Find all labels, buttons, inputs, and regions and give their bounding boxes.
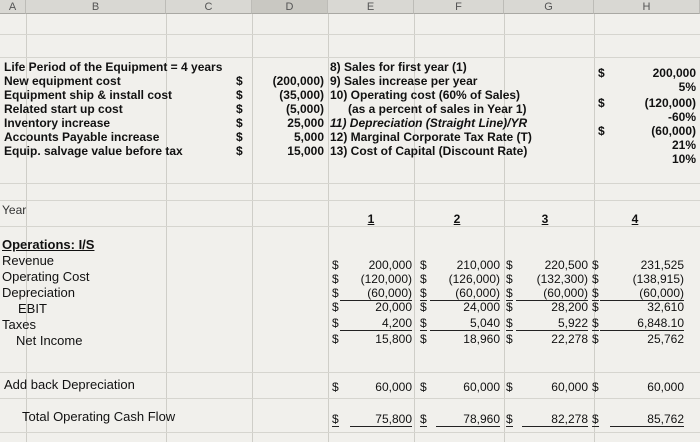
dollar-sign: $ bbox=[332, 272, 339, 286]
input-label: 13) Cost of Capital (Discount Rate) bbox=[330, 144, 528, 158]
cell-value: 85,762 bbox=[610, 412, 684, 427]
input-label: Life Period of the Equipment = 4 years bbox=[4, 60, 223, 74]
input-label: 11) Depreciation (Straight Line)/YR bbox=[330, 116, 528, 130]
cell-value: (138,915) bbox=[632, 272, 684, 286]
cell-value: 60,000 bbox=[647, 380, 684, 394]
dollar-sign: $ bbox=[420, 332, 427, 346]
input-value: 21% bbox=[671, 138, 696, 152]
input-label: New equipment cost bbox=[4, 74, 121, 88]
cell-value: (126,000) bbox=[448, 272, 500, 286]
dollar-sign: $ bbox=[506, 332, 513, 346]
cell-value: 18,960 bbox=[463, 332, 500, 346]
input-label: Equip. salvage value before tax bbox=[4, 144, 183, 158]
row-label-revenue: Revenue bbox=[2, 253, 55, 268]
cell-value: 6,848.10 bbox=[600, 316, 684, 331]
input-value: 10% bbox=[671, 152, 696, 166]
column-header-c[interactable]: C bbox=[166, 0, 252, 14]
input-dollar: $ bbox=[236, 144, 243, 158]
dollar-sign: $ bbox=[506, 412, 513, 426]
column-header-a[interactable]: A bbox=[0, 0, 26, 14]
dollar-sign: $ bbox=[420, 412, 427, 426]
dollar-sign: $ bbox=[592, 286, 599, 300]
dollar-sign: $ bbox=[332, 412, 339, 426]
dollar-sign: $ bbox=[592, 300, 599, 314]
cell-value: (132,300) bbox=[536, 272, 588, 286]
cell-value: 231,525 bbox=[640, 258, 684, 272]
row-label-total-operating-cash-flow: Total Operating Cash Flow bbox=[22, 409, 176, 424]
cell-value: 220,500 bbox=[544, 258, 588, 272]
cell-value: 200,000 bbox=[368, 258, 412, 272]
row-label-add-back-depreciation: Add back Depreciation bbox=[4, 377, 135, 392]
dollar-sign: $ bbox=[592, 332, 599, 346]
input-value: -60% bbox=[667, 110, 696, 124]
dollar-sign: $ bbox=[506, 272, 513, 286]
dollar-sign: $ bbox=[420, 258, 427, 272]
cell-value: 28,200 bbox=[551, 300, 588, 314]
input-dollar: $ bbox=[236, 74, 243, 88]
cell-value: 5,922 bbox=[516, 316, 588, 331]
cell-value: 4,200 bbox=[340, 316, 412, 331]
dollar-sign: $ bbox=[592, 272, 599, 286]
cell-value: 82,278 bbox=[522, 412, 588, 427]
cell-value: (60,000) bbox=[430, 286, 500, 301]
operations-heading: Operations: I/S bbox=[2, 237, 95, 252]
dollar-sign: $ bbox=[332, 258, 339, 272]
dollar-sign: $ bbox=[332, 286, 339, 300]
year-label: Year bbox=[2, 203, 27, 217]
input-dollar: $ bbox=[236, 116, 243, 130]
dollar-sign: $ bbox=[592, 412, 599, 426]
cell-value: 24,000 bbox=[463, 300, 500, 314]
cell-value: (60,000) bbox=[600, 286, 684, 301]
input-label: 8) Sales for first year (1) bbox=[330, 60, 467, 74]
dollar-sign: $ bbox=[420, 300, 427, 314]
dollar-sign: $ bbox=[506, 286, 513, 300]
dollar-sign: $ bbox=[592, 258, 599, 272]
dollar-sign: $ bbox=[420, 286, 427, 300]
input-value: 25,000 bbox=[287, 116, 324, 130]
column-header-e[interactable]: E bbox=[328, 0, 414, 14]
input-label: (as a percent of sales in Year 1) bbox=[348, 102, 527, 116]
input-value: 5,000 bbox=[293, 130, 324, 144]
input-value: 15,000 bbox=[287, 144, 324, 158]
input-label: 10) Operating cost (60% of Sales) bbox=[330, 88, 521, 102]
dollar-sign: $ bbox=[506, 300, 513, 314]
dollar-sign: $ bbox=[506, 316, 513, 330]
input-dollar: $ bbox=[598, 96, 605, 110]
input-label: 9) Sales increase per year bbox=[330, 74, 478, 88]
year-4: 4 bbox=[631, 212, 639, 226]
dollar-sign: $ bbox=[592, 316, 599, 330]
cell-value: 32,610 bbox=[647, 300, 684, 314]
dollar-sign: $ bbox=[332, 332, 339, 346]
cell-value: 25,762 bbox=[647, 332, 684, 346]
cell-value: 75,800 bbox=[350, 412, 412, 427]
input-value: (60,000) bbox=[651, 124, 696, 138]
cell-value: (60,000) bbox=[340, 286, 412, 301]
input-value: (5,000) bbox=[285, 102, 324, 116]
row-label-ebit: EBIT bbox=[18, 301, 47, 316]
input-dollar: $ bbox=[598, 124, 605, 138]
cell-value: 15,800 bbox=[375, 332, 412, 346]
input-label: Inventory increase bbox=[4, 116, 111, 130]
row-label-operating-cost: Operating Cost bbox=[2, 269, 90, 284]
input-label: 12) Marginal Corporate Tax Rate (T) bbox=[330, 130, 532, 144]
input-dollar: $ bbox=[598, 66, 605, 80]
cell-value: 78,960 bbox=[436, 412, 500, 427]
column-header-d[interactable]: D bbox=[252, 0, 328, 14]
column-header-b[interactable]: B bbox=[26, 0, 166, 14]
dollar-sign: $ bbox=[420, 380, 427, 394]
dollar-sign: $ bbox=[332, 316, 339, 330]
input-value: (200,000) bbox=[272, 74, 324, 88]
input-dollar: $ bbox=[236, 88, 243, 102]
row-label-depreciation: Depreciation bbox=[2, 285, 75, 300]
cell-value: 60,000 bbox=[463, 380, 500, 394]
column-header-f[interactable]: F bbox=[414, 0, 504, 14]
cell-value: 60,000 bbox=[551, 380, 588, 394]
input-value: (35,000) bbox=[279, 88, 324, 102]
cell-value: (120,000) bbox=[360, 272, 412, 286]
column-header-h[interactable]: H bbox=[594, 0, 700, 14]
dollar-sign: $ bbox=[332, 300, 339, 314]
year-2: 2 bbox=[453, 212, 461, 226]
dollar-sign: $ bbox=[506, 258, 513, 272]
column-header-g[interactable]: G bbox=[504, 0, 594, 14]
row-label-net-income: Net Income bbox=[16, 333, 83, 348]
dollar-sign: $ bbox=[420, 272, 427, 286]
input-label: Equipment ship & install cost bbox=[4, 88, 173, 102]
input-label: Accounts Payable increase bbox=[4, 130, 160, 144]
year-3: 3 bbox=[541, 212, 549, 226]
input-dollar: $ bbox=[236, 130, 243, 144]
cell-value: 20,000 bbox=[375, 300, 412, 314]
input-value: 5% bbox=[678, 80, 696, 94]
input-value: 200,000 bbox=[652, 66, 696, 80]
year-1: 1 bbox=[367, 212, 375, 226]
row-label-taxes: Taxes bbox=[2, 317, 36, 332]
input-label: Related start up cost bbox=[4, 102, 123, 116]
cell-value: 210,000 bbox=[456, 258, 500, 272]
cell-value: 22,278 bbox=[551, 332, 588, 346]
cell-value: 5,040 bbox=[430, 316, 500, 331]
input-value: (120,000) bbox=[644, 96, 696, 110]
cell-value: 60,000 bbox=[375, 380, 412, 394]
cell-value: (60,000) bbox=[516, 286, 588, 301]
input-dollar: $ bbox=[236, 102, 243, 116]
dollar-sign: $ bbox=[332, 380, 339, 394]
dollar-sign: $ bbox=[592, 380, 599, 394]
dollar-sign: $ bbox=[420, 316, 427, 330]
dollar-sign: $ bbox=[506, 380, 513, 394]
